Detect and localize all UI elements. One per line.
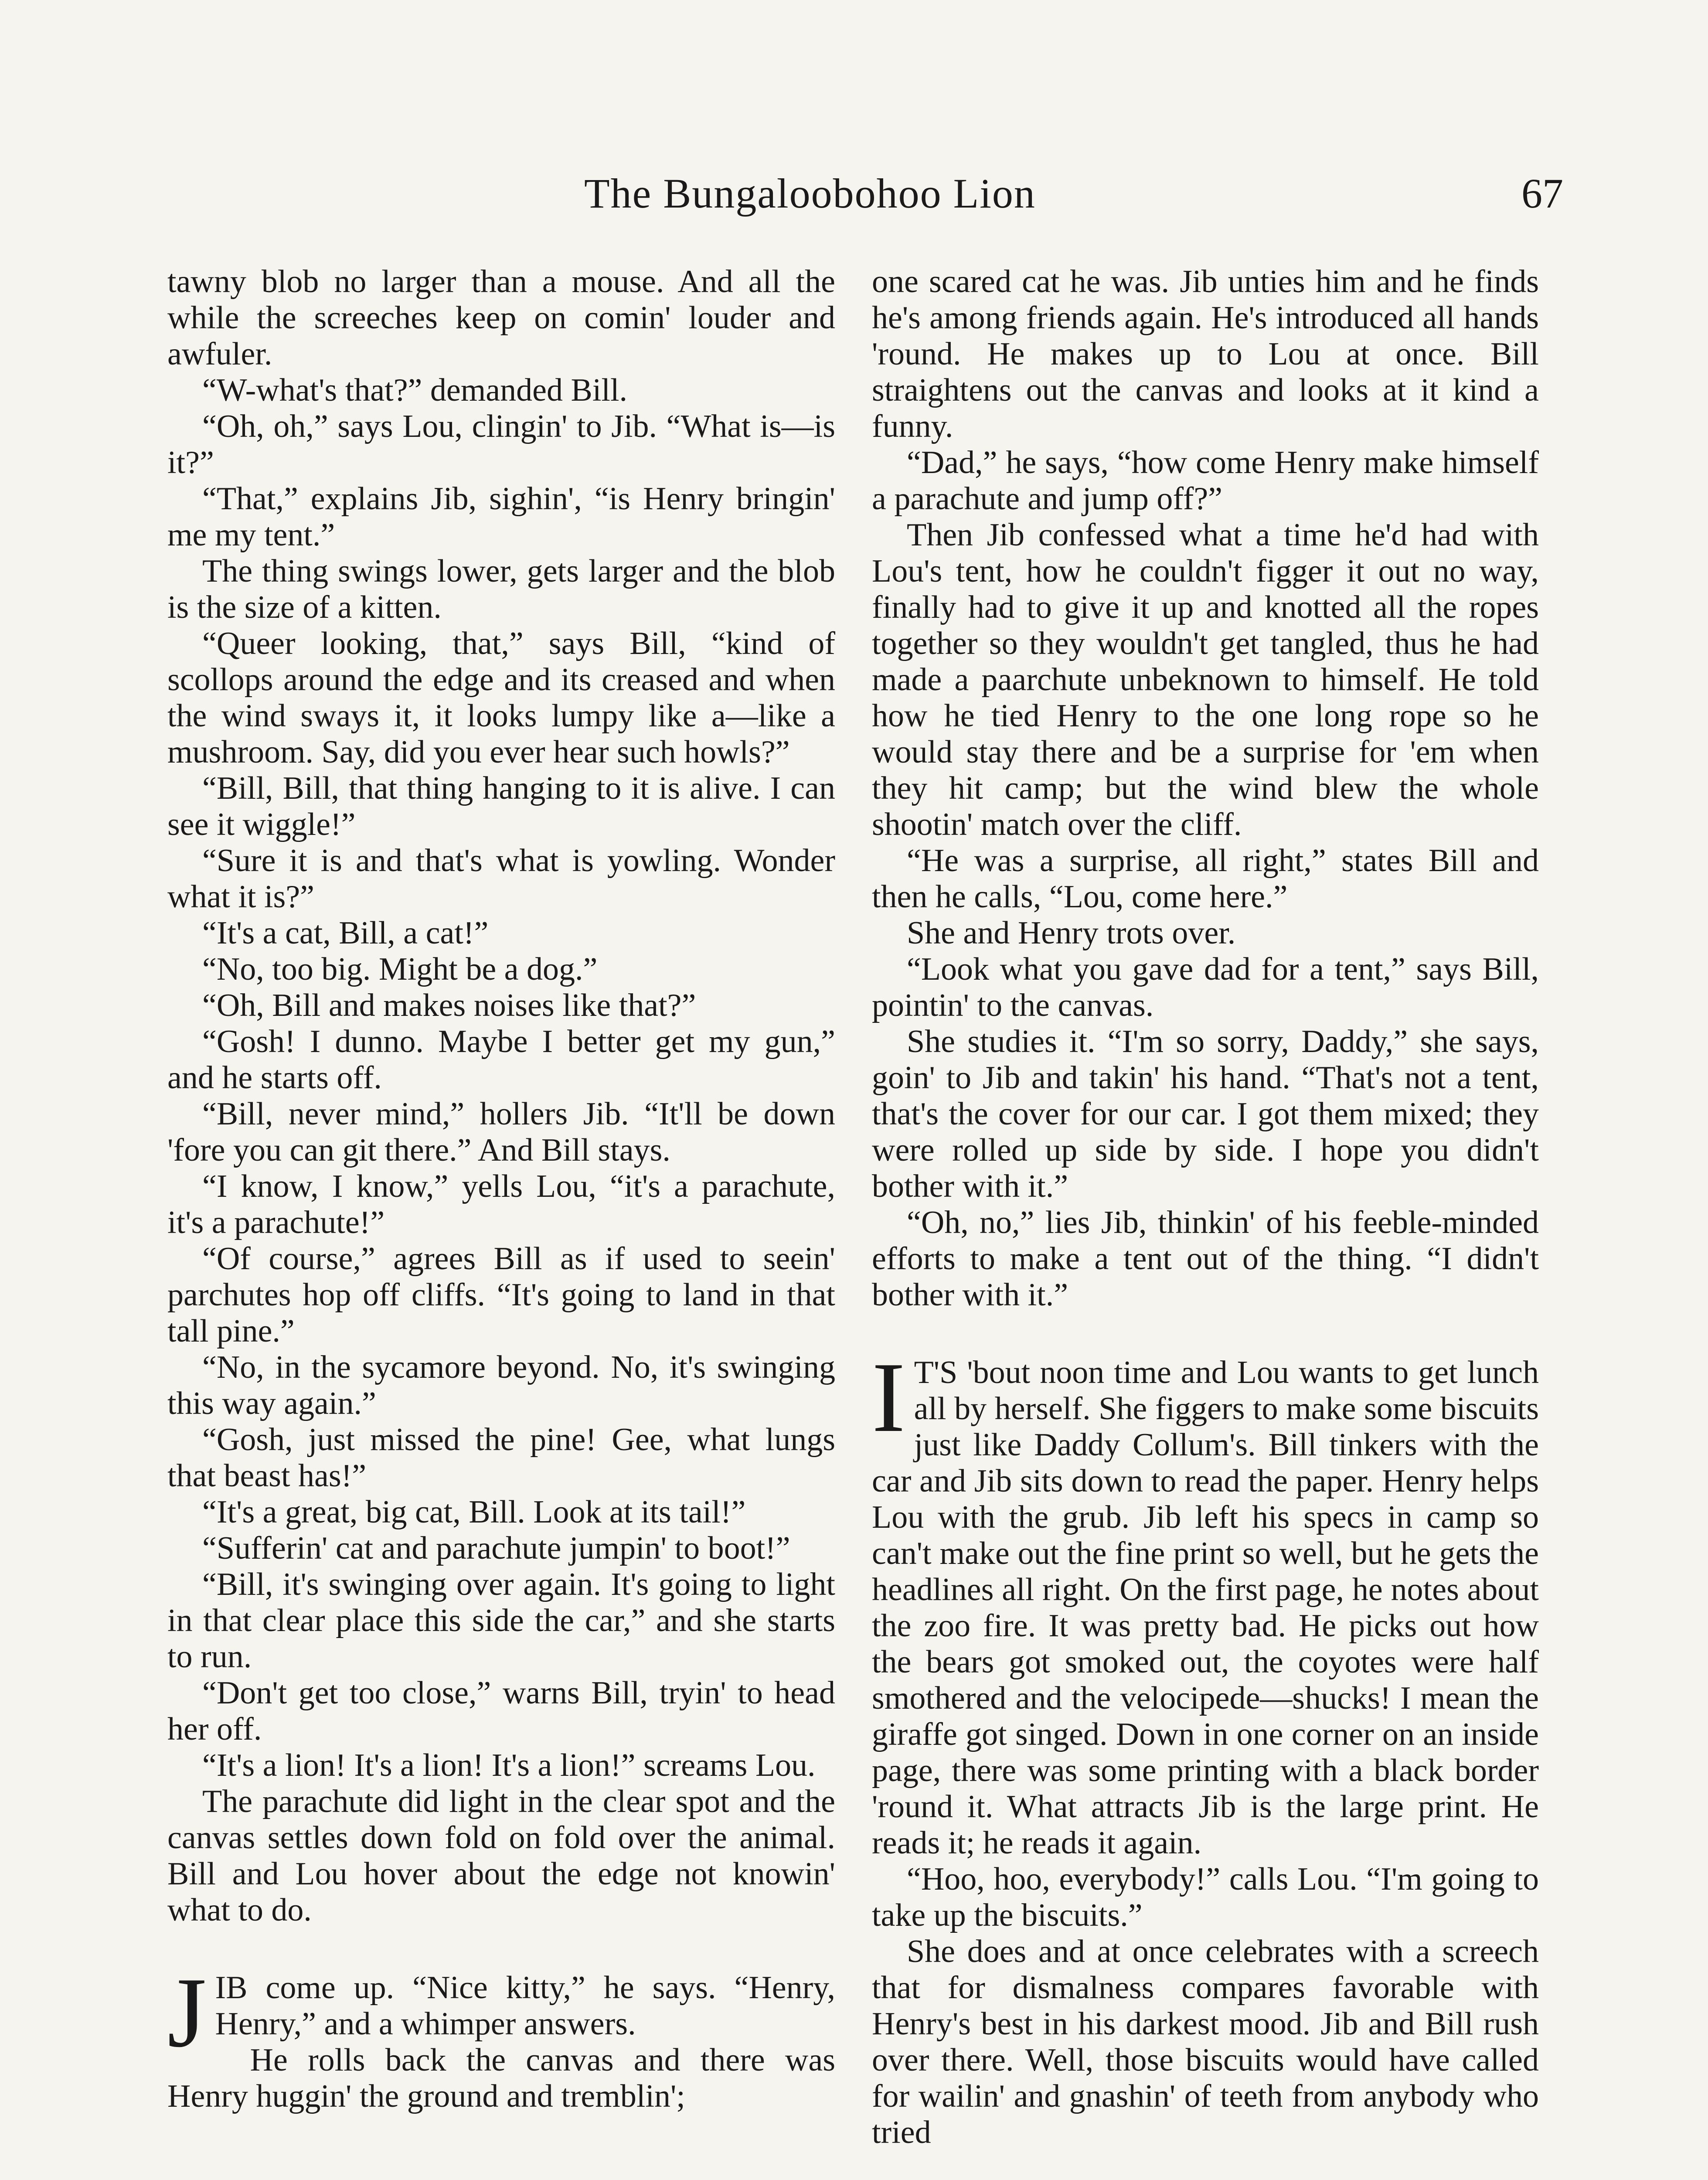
- right-column: [872, 264, 1539, 2151]
- drop-cap: I: [872, 1342, 905, 1453]
- right-after-paragraphs: [872, 1861, 1539, 2151]
- paragraph: “Look what you gave dad for a tent,” says Bill, pointin' to the canvas.: [872, 951, 1539, 1023]
- paragraph: She does and at once celebrates with a screech that for dismalness compares favorable with Henry's best in his darkest mood. Jib and Bill rush over there. Well, those biscuits would have called for wailin' and gnashin' of teeth from anybody who tried: [872, 1934, 1539, 2150]
- paragraph: “Dad,” he says, “how come Henry make himself a parachute and jump off?”: [872, 445, 1539, 517]
- paragraph: “W-what's that?” demanded Bill.: [202, 372, 628, 408]
- paragraph: “Hoo, hoo, everybody!” calls Lou. “I'm going to take up the biscuits.”: [872, 1861, 1539, 1933]
- paragraph: She and Henry trots over.: [907, 915, 1236, 951]
- section-start-paragraph: [167, 1957, 835, 2068]
- paragraph: “Bill, never mind,” hollers Jib. “It'll be down 'fore you can git there.” And Bill stays.: [167, 1096, 835, 1168]
- drop-cap: J: [167, 1957, 207, 2068]
- paragraph: She studies it. “I'm so sorry, Daddy,” she says, goin' to Jib and takin' his hand. “That's not a tent, that's the cover for our car. I got them mixed; they were rolled up side by side. I hope you didn't bother with it.”: [872, 1024, 1539, 1204]
- paragraph: “It's a great, big cat, Bill. Look at its tail!”: [202, 1494, 746, 1530]
- left-paragraphs: [167, 264, 835, 1928]
- paragraph: The thing swings lower, gets larger and the blob is the size of a kitten.: [167, 553, 835, 625]
- paragraph: “It's a cat, Bill, a cat!”: [202, 915, 489, 951]
- paragraph: “Oh, no,” lies Jib, thinkin' of his feeble-minded efforts to make a tent out of the thing. “I didn't bother with it.”: [872, 1205, 1539, 1313]
- right-paragraphs: [872, 264, 1539, 1313]
- paragraph: “Bill, it's swinging over again. It's going to light in that clear place this side the car,” and she starts to run.: [167, 1567, 835, 1675]
- paragraph: The parachute did light in the clear spot and the canvas settles down fold on fold over the animal. Bill and Lou hover about the edge not knowin' what to do.: [167, 1784, 835, 1928]
- paragraph: “No, too big. Might be a dog.”: [202, 951, 598, 987]
- paragraph: “Sure it is and that's what is yowling. Wonder what it is?”: [167, 843, 835, 915]
- paragraph: “Gosh! I dunno. Maybe I better get my gun,” and he starts off.: [167, 1024, 835, 1096]
- section-start-paragraph: [872, 1342, 1539, 1861]
- running-title: The Bungaloobohoo Lion: [584, 170, 1036, 217]
- paragraph: “Bill, Bill, that thing hanging to it is alive. I can see it wiggle!”: [167, 770, 835, 842]
- drop-cap-text: T'S 'bout noon time and Lou wants to get lunch all by herself. She figgers to make some biscuits just like Daddy Collum's. Bill tinkers with the car and Jib sits down to read the paper. Henry helps Lou with the grub. Jib left his specs in camp so can't make out the fine print so well, but he gets the headlines all right. On the first page, he notes about the zoo fire. It was pretty bad. He picks out how the bears got smoked out, the coyotes were half smothered and the velocipede—shucks! I mean the giraffe got singed. Down in one corner on an inside page, there was some printing with a black border 'round it. What attracts Jib is the large print. He reads it; he reads it again.: [872, 1355, 1539, 1861]
- paragraph: “Of course,” agrees Bill as if used to seein' parchutes hop off cliffs. “It's going to land in that tall pine.”: [167, 1241, 835, 1349]
- paragraph: “No, in the sycamore beyond. No, it's swinging this way again.”: [167, 1349, 835, 1421]
- left-column: [167, 264, 835, 2115]
- paragraph: Then Jib confessed what a time he'd had with Lou's tent, how he couldn't figger it out no way, finally had to give it up and knotted all the ropes together so they wouldn't get tangled, thus he had made a paarchute unbeknown to himself. He told how he tied Henry to the one long rope so he would stay there and be a surprise for 'em when they hit camp; but the wind blew the whole shootin' match over the cliff.: [872, 517, 1539, 842]
- paragraph: “Oh, Bill and makes noises like that?”: [202, 988, 696, 1023]
- paragraph: “I know, I know,” yells Lou, “it's a parachute, it's a parachute!”: [167, 1168, 835, 1240]
- paragraph: “Don't get too close,” warns Bill, tryin' to head her off.: [167, 1675, 835, 1747]
- page-number: 67: [1521, 170, 1563, 217]
- left-after-paragraphs: [167, 2042, 835, 2115]
- paragraph: “Queer looking, that,” says Bill, “kind of scollops around the edge and its creased and when the wind sways it, it looks lumpy like a—like a mushroom. Say, did you ever hear such howls?”: [167, 626, 835, 770]
- paragraph: He rolls back the canvas and there was Henry huggin' the ground and tremblin';: [167, 2042, 835, 2114]
- paragraph: tawny blob no larger than a mouse. And all the while the screeches keep on comin' louder and awfuler.: [167, 264, 835, 372]
- paragraph: “That,” explains Jib, sighin', “is Henry bringin' me my tent.”: [167, 481, 835, 553]
- paragraph: “Sufferin' cat and parachute jumpin' to boot!”: [202, 1530, 790, 1566]
- drop-cap-text: IB come up. “Nice kitty,” he says. “Henry, Henry,” and a whimper answers.: [215, 1970, 835, 2042]
- paragraph: “Gosh, just missed the pine! Gee, what lungs that beast has!”: [167, 1422, 835, 1494]
- paragraph: one scared cat he was. Jib unties him and he finds he's among friends again. He's introduced all hands 'round. He makes up to Lou at once. Bill straightens out the canvas and looks at it kind a funny.: [872, 264, 1539, 444]
- paragraph: “Oh, oh,” says Lou, clingin' to Jib. “What is—is it?”: [167, 409, 835, 480]
- paragraph: “It's a lion! It's a lion! It's a lion!” screams Lou.: [202, 1747, 816, 1783]
- paragraph: “He was a surprise, all right,” states Bill and then he calls, “Lou, come here.”: [872, 843, 1539, 915]
